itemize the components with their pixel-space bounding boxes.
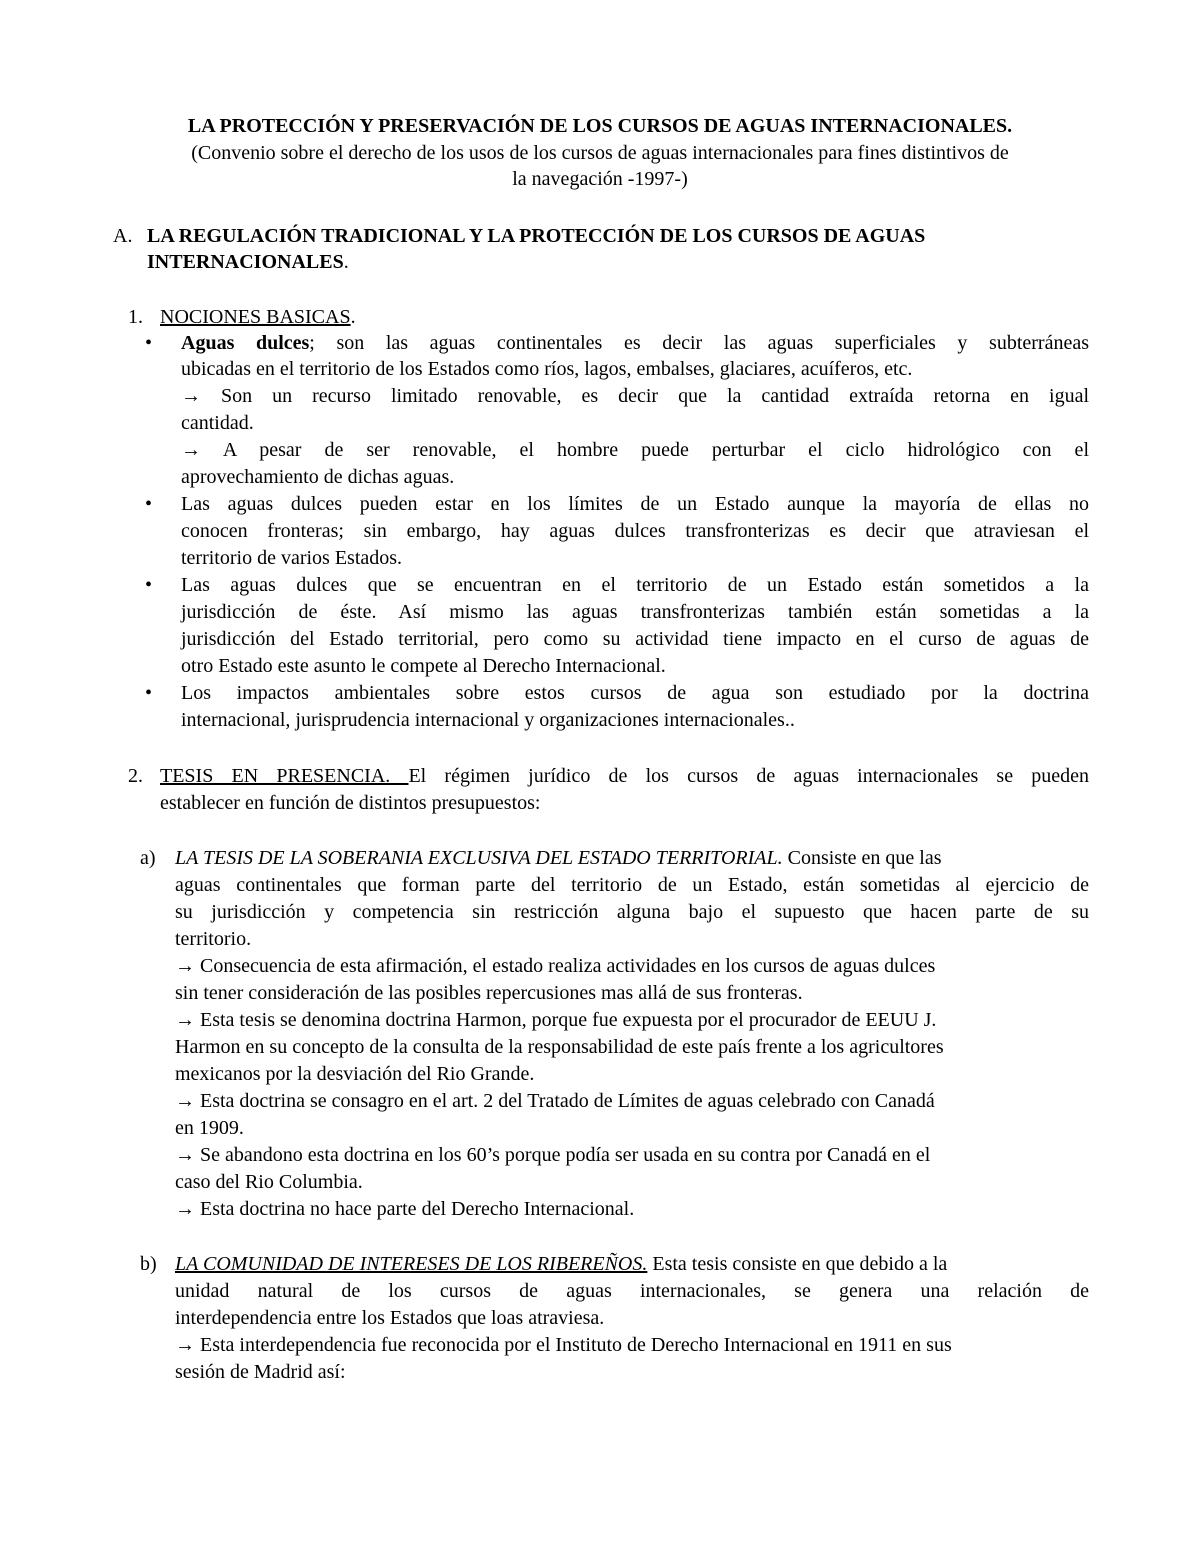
item-a-line1 [175, 845, 1089, 871]
item-a-line4: territorio. [175, 928, 252, 950]
document-subtitle-line1: (Convenio sobre el derecho de los usos de los cursos de aguas internacionales para fines distintivos de [191, 142, 1009, 164]
item-b-line1 [175, 1251, 947, 1277]
section-a-heading-text: INTERNACIONALES [147, 251, 344, 273]
bullet-4-line1: Los impactos ambientales sobre estos cursos de agua son estudiado por la doctrina [181, 682, 1089, 704]
item-a-line3: su jurisdicción y competencia sin restricción alguna bajo el supuesto que hacen parte de su [175, 901, 1089, 923]
item-a-arrow4-line1: → Se abandono esta doctrina en los 60’s porque podía ser usada en su contra por Canadá en el [175, 1144, 931, 1166]
bullet-1-arrow2-line1: → A pesar de ser renovable, el hombre puede perturbar el ciclo hidrológico con el [181, 439, 1089, 461]
section-a-heading-line1: LA REGULACIÓN TRADICIONAL Y LA PROTECCIÓN DE LOS CURSOS DE AGUAS [147, 225, 926, 247]
item-b-line2: unidad natural de los cursos de aguas internacionales, se genera una relación de [175, 1280, 1089, 1302]
bullet-1-arrow1-line2: cantidad. [181, 412, 254, 434]
item-b-arrow1-line1: → Esta interdependencia fue reconocida por el Instituto de Derecho Internacional en 1911 en sus [175, 1334, 952, 1356]
document-subtitle-line2: la navegación -1997-) [512, 168, 688, 190]
item-a-arrow4-line2: caso del Rio Columbia. [175, 1171, 363, 1193]
item-a-arrow2-line3: mexicanos por la desviación del Rio Grande. [175, 1063, 535, 1085]
bullet-1-line1-rest: ; son las aguas continentales es decir las aguas superficiales y subterráneas [309, 332, 1089, 354]
item-a-arrow2-line2: Harmon en su concepto de la consulta de la responsabilidad de este país frente a los agricultores [175, 1036, 944, 1058]
item-a-arrow2-line1: → Esta tesis se denomina doctrina Harmon, porque fue expuesta por el procurador de EEUU J. [175, 1009, 937, 1031]
item-a-arrow5-line1: → Esta doctrina no hace parte del Derecho Internacional. [175, 1198, 635, 1220]
bullet-2-marker: • [145, 493, 153, 515]
item-b-line1-rest: Esta tesis consiste en que debido a la [647, 1253, 948, 1275]
item-a-line2: aguas continentales que forman parte del territorio de un Estado, están sometidas al ejercicio de [175, 874, 1089, 896]
item-a-arrow3-line2: en 1909. [175, 1117, 244, 1139]
item-1-heading [160, 304, 356, 330]
bullet-2-line3: territorio de varios Estados. [181, 547, 403, 569]
bullet-4-marker: • [145, 682, 153, 704]
section-a-heading-line2 [147, 249, 349, 275]
item-a-line1-rest: Consiste en que las [782, 847, 942, 869]
bullet-3-marker: • [145, 574, 153, 596]
bullet-1-line2: ubicadas en el territorio de los Estados como ríos, lagos, embalses, glaciares, acuíferos, etc. [181, 358, 913, 380]
bullet-3-line2: jurisdicción de éste. Así mismo las aguas transfronterizas también están sometidas a la [181, 601, 1089, 623]
item-1-heading-text: NOCIONES BASICAS [160, 306, 351, 328]
item-a-marker: a) [140, 847, 156, 869]
bullet-2-line2: conocen fronteras; sin embargo, hay aguas dulces transfronterizas es decir que atraviesan el [181, 520, 1089, 542]
bullet-1-line1 [181, 330, 1089, 356]
item-b-arrow1-line2: sesión de Madrid así: [175, 1361, 346, 1383]
item-2-line1 [160, 763, 1089, 789]
item-2-heading: TESIS EN PRESENCIA. [160, 765, 409, 787]
item-b-heading: LA COMUNIDAD DE INTERESES DE LOS RIBEREÑOS. [175, 1253, 648, 1275]
bullet-2-line1: Las aguas dulces pueden estar en los límites de un Estado aunque la mayoría de ellas no [181, 493, 1089, 515]
bullet-3-line3: jurisdicción del Estado territorial, pero como su actividad tiene impacto en el curso de aguas de [181, 628, 1089, 650]
bullet-1-term: Aguas dulces [181, 332, 310, 354]
item-b-marker: b) [140, 1253, 157, 1275]
item-a-arrow3-line1: → Esta doctrina se consagro en el art. 2 del Tratado de Límites de aguas celebrado con Canadá [175, 1090, 935, 1112]
bullet-1-arrow2-line2: aprovechamiento de dichas aguas. [181, 466, 455, 488]
item-1-marker: 1. [128, 306, 143, 328]
item-a-heading: LA TESIS DE LA SOBERANIA EXCLUSIVA DEL ESTADO TERRITORIAL. [175, 847, 783, 869]
bullet-3-line4: otro Estado este asunto le compete al Derecho Internacional. [181, 655, 666, 677]
bullet-1-marker: • [145, 332, 153, 354]
document-title: LA PROTECCIÓN Y PRESERVACIÓN DE LOS CURSOS DE AGUAS INTERNACIONALES. [187, 115, 1013, 137]
item-2-marker: 2. [128, 765, 143, 787]
section-a-heading-period: . [343, 251, 349, 273]
bullet-3-line1: Las aguas dulces que se encuentran en el territorio de un Estado están sometidos a la [181, 574, 1089, 596]
bullet-1-arrow1-line1: → Son un recurso limitado renovable, es decir que la cantidad extraída retorna en igual [181, 385, 1089, 407]
bullet-4-line2: internacional, jurisprudencia internacional y organizaciones internacionales.. [181, 709, 795, 731]
item-a-arrow1-line1: → Consecuencia de esta afirmación, el estado realiza actividades en los cursos de aguas dulces [175, 955, 936, 977]
item-b-line3: interdependencia entre los Estados que loas atraviesa. [175, 1307, 605, 1329]
item-1-heading-period: . [350, 306, 356, 328]
section-a-marker: A. [113, 225, 133, 247]
item-a-arrow1-line2: sin tener consideración de las posibles repercusiones mas allá de sus fronteras. [175, 982, 803, 1004]
item-2-line1-rest: El régimen jurídico de los cursos de aguas internacionales se pueden [408, 765, 1090, 787]
item-2-line2: establecer en función de distintos presupuestos: [160, 792, 541, 814]
